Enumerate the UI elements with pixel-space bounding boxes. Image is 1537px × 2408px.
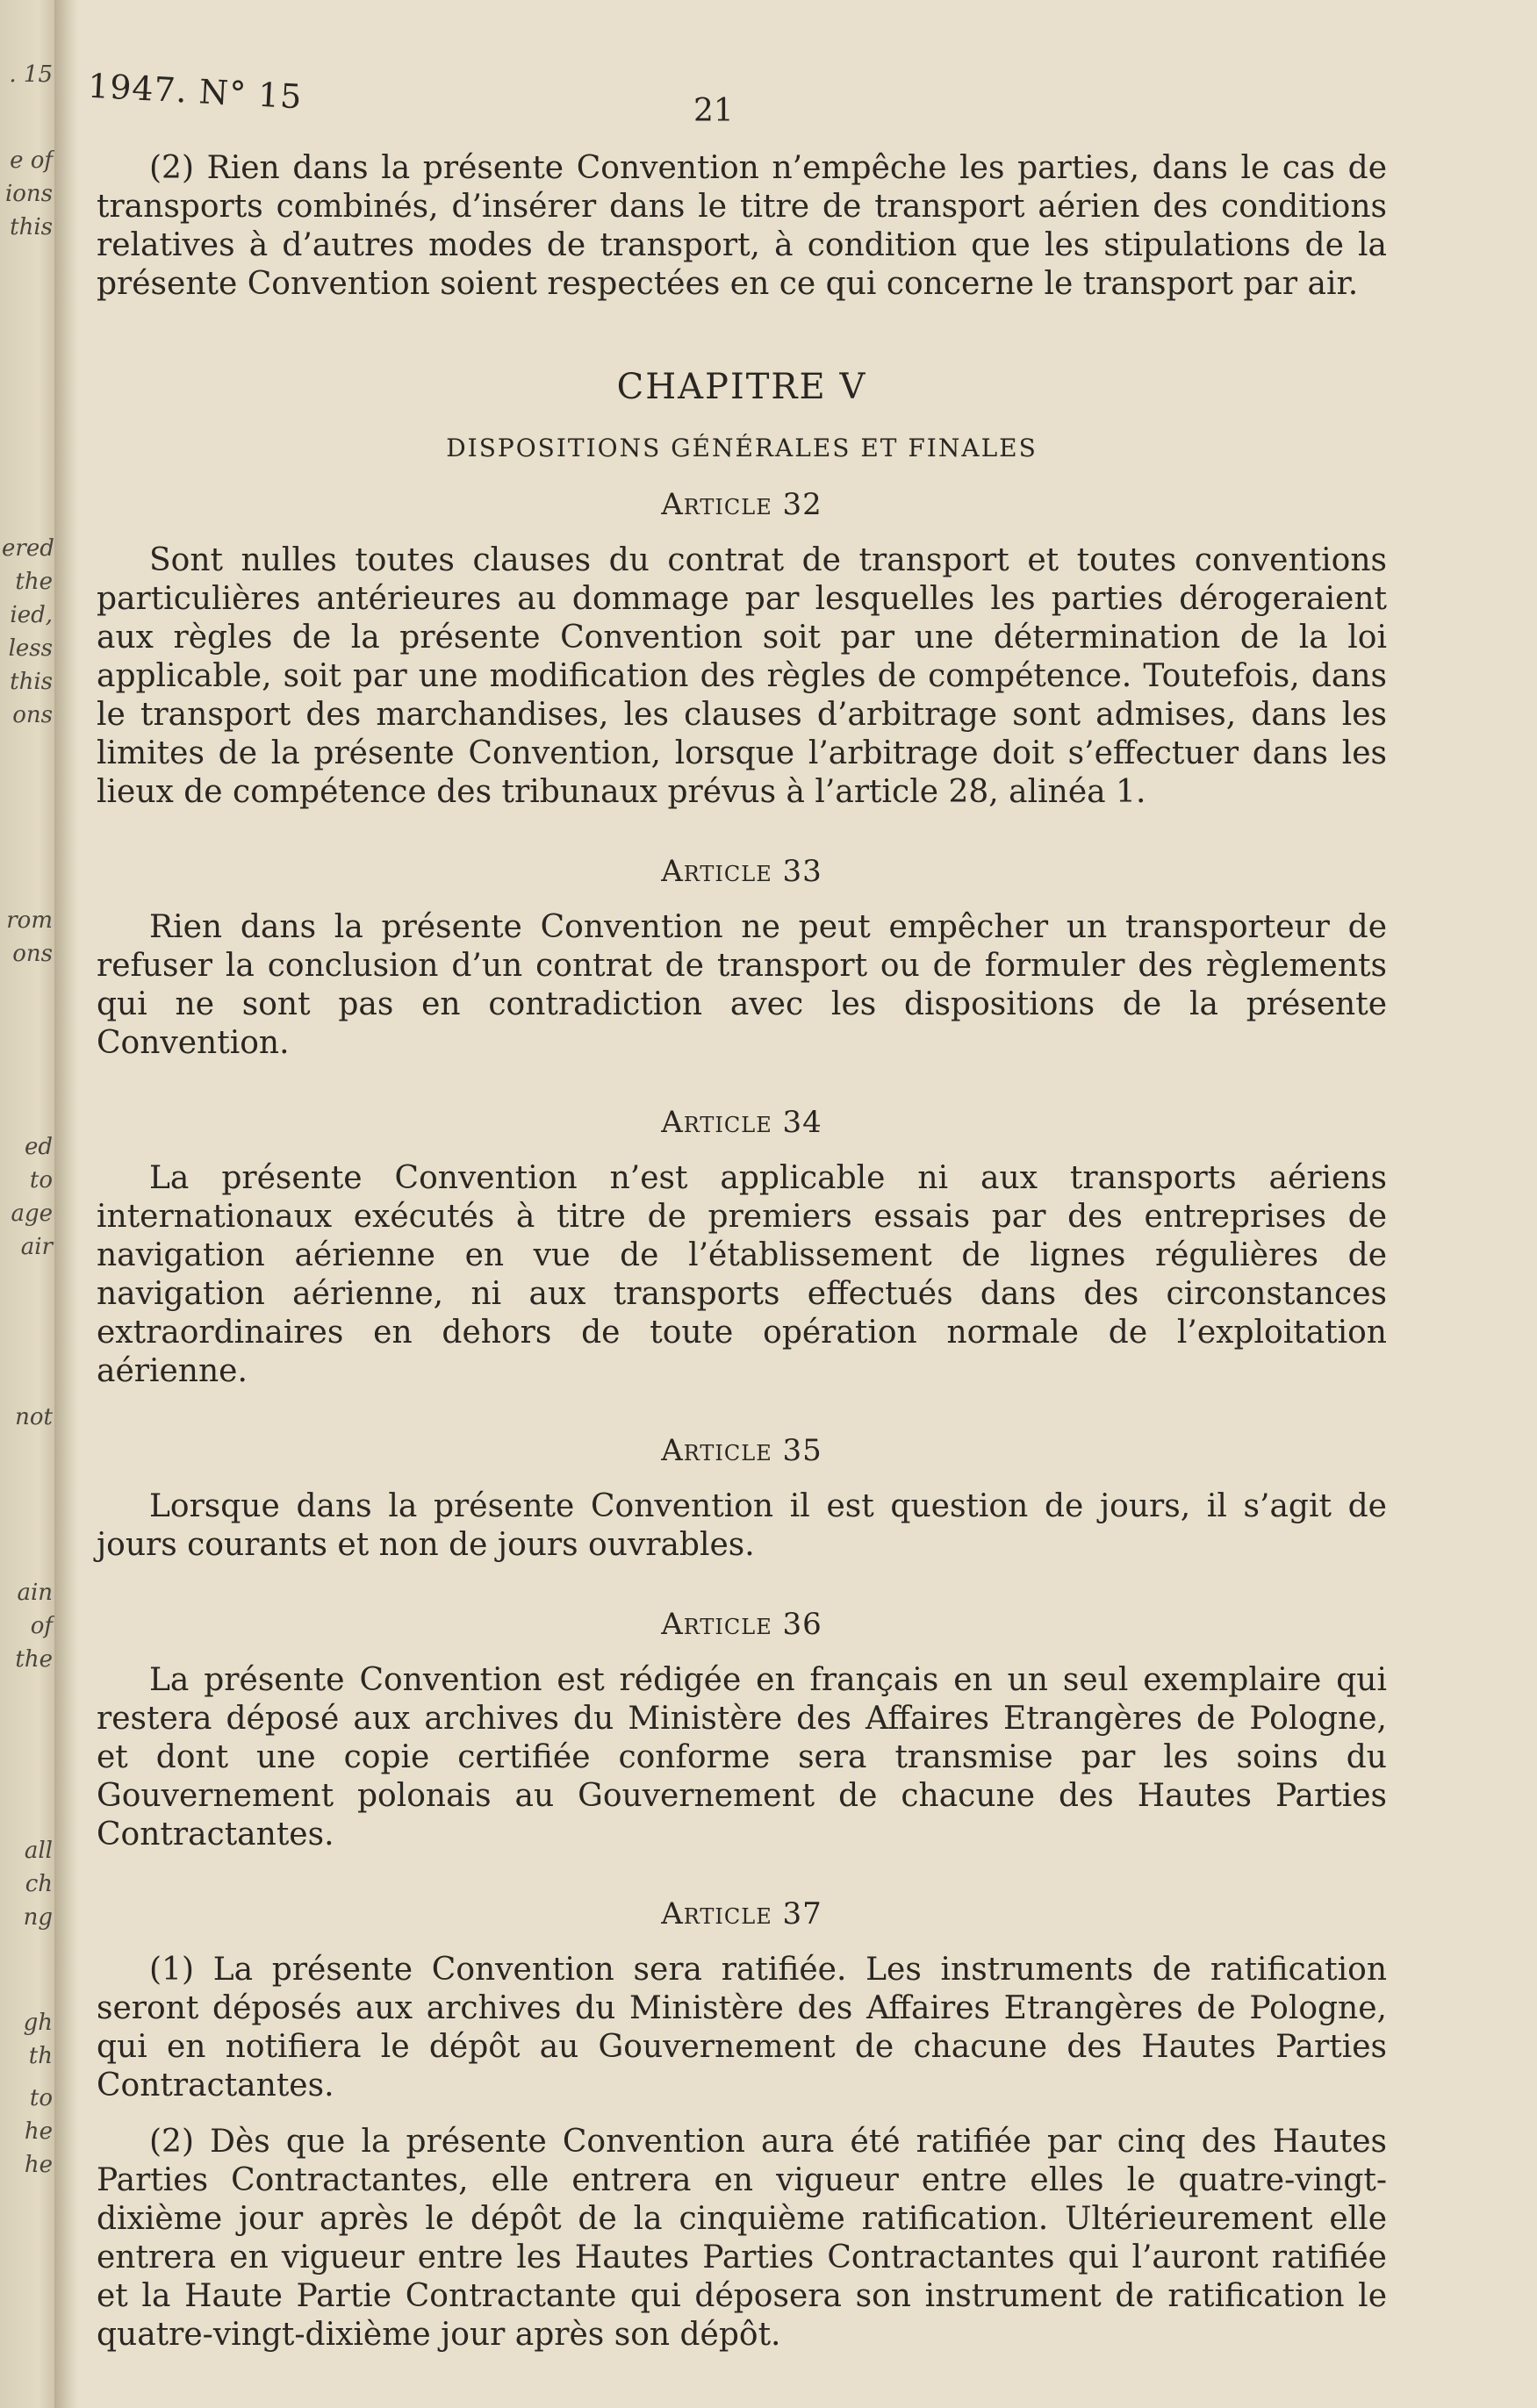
margin-fragment: ions [4, 181, 53, 207]
margin-fragment: of [30, 1613, 53, 1639]
margin-fragment: the [15, 569, 53, 595]
page-header [79, 35, 1396, 129]
article-heading: Article 32 [661, 487, 822, 522]
margin-fragment: gh [23, 2010, 53, 2036]
margin-fragment: this [10, 214, 53, 240]
margin-fragment: ied, [10, 602, 53, 628]
margin-fragment: he [24, 2118, 53, 2145]
margin-fragment: to [29, 1167, 53, 1193]
article-paragraph: La présente Convention est rédigée en français en un seul exemplaire qui restera déposé aux archives du Ministère des Affaires Etrangères de Pologne, et dont une copie certifiée conforme sera transmise par les soins du Gouvernement polonais au Gouvernement de chacune des Hautes Parties Contractantes. [97, 1662, 1387, 1853]
margin-fragment: ed [24, 1134, 53, 1160]
document-page [79, 0, 1537, 2408]
margin-fragment: ons [12, 702, 53, 728]
chapter-subtitle: DISPOSITIONS GÉNÉRALES ET FINALES [446, 434, 1038, 462]
margin-fragment: ch [25, 1871, 53, 1897]
margin-fragment: ered [2, 535, 54, 562]
article-heading: Article 35 [661, 1433, 822, 1468]
article-paragraph: (1) La présente Convention sera ratifiée. Les instruments de ratification seront déposés aux archives du Ministère des Affaires Etrangères de Pologne, qui en notifiera le dépôt au Gouvernement de chacune des Hautes Parties Contractantes. [97, 1952, 1387, 2103]
article-heading: Article 36 [661, 1607, 822, 1642]
page-gutter [54, 0, 79, 2408]
margin-fragment: all [24, 1838, 53, 1864]
margin-fragment: air [20, 1234, 53, 1260]
page-content [97, 149, 1387, 2354]
article-heading: Article 34 [661, 1105, 822, 1140]
article-paragraph: La présente Convention n’est applicable ni aux transports aériens internationaux exécutés à titre de premiers essais par des entreprises de navigation aérienne en vue de l’établissement de lignes régulières de navigation aérienne, ni aux transports effectués dans des circonstances extraordinaires en dehors de toute opération normale de l’exploitation aérienne. [97, 1160, 1387, 1389]
article-paragraph: (2) Dès que la présente Convention aura été ratifiée par cinq des Hautes Parties Contractantes, elle entrera en vigueur entre elles le quatre-vingt-dixième jour après le dépôt de la cinquième ratification. Ultérieurement elle entrera en vigueur entre les Hautes Parties Contractantes qui l’auront ratifiée et la Haute Partie Contractante qui déposera son instrument de ratification le quatre-vingt-dixième jour après son dépôt. [97, 2124, 1387, 2353]
article-heading: Article 33 [661, 854, 822, 889]
margin-fragment: . 15 [9, 61, 53, 88]
margin-fragment: ain [17, 1580, 53, 1606]
chapter-title: CHAPITRE V [616, 367, 867, 407]
margin-fragment: he [24, 2152, 53, 2178]
margin-fragment: to [29, 2085, 53, 2111]
margin-fragment: rom [6, 907, 53, 934]
page-number: 21 [693, 93, 734, 129]
margin-fragment: less [8, 635, 53, 662]
margin-fragment: not [15, 1404, 53, 1430]
article-paragraph: Sont nulles toutes clauses du contrat de transport et toutes conventions particulières antérieures au dommage par lesquelles les parties dérogeraient aux règles de la présente Convention soit par une détermination de la loi applicable, soit par une modification des règles de compétence. Toutefois, dans le transport des marchandises, les clauses d’arbitrage sont admises, dans les limites de la présente Convention, lorsque l’arbitrage doit s’effectuer dans les lieux de compétence des tribunaux prévus à l’article 28, alinéa 1. [97, 542, 1387, 810]
facing-page-margin [0, 0, 54, 2408]
document-reference: 1947. N° 15 [87, 66, 304, 117]
article-heading: Article 37 [661, 1896, 822, 1931]
margin-fragment: ons [12, 941, 53, 967]
article-paragraph: Lorsque dans la présente Convention il est question de jours, il s’agit de jours courants et non de jours ouvrables. [97, 1488, 1387, 1563]
margin-fragment: th [28, 2043, 53, 2069]
margin-fragment: age [11, 1200, 53, 1227]
margin-fragment: ng [23, 1904, 53, 1931]
margin-fragment: e of [10, 147, 53, 174]
articles-list [97, 487, 1387, 2354]
intro-paragraph: (2) Rien dans la présente Convention n’empêche les parties, dans le cas de transports combinés, d’insérer dans le titre de transport aérien des conditions relatives à d’autres modes de transport, à condition que les stipulations de la présente Convention soient respectées en ce qui concerne le transport par air. [97, 150, 1387, 302]
margin-fragment: the [15, 1646, 53, 1673]
article-paragraph: Rien dans la présente Convention ne peut empêcher un transporteur de refuser la conclusion d’un contrat de transport ou de formuler des règlements qui ne sont pas en contradiction avec les dispositions de la présente Convention. [97, 909, 1387, 1061]
margin-fragment: this [10, 669, 53, 695]
